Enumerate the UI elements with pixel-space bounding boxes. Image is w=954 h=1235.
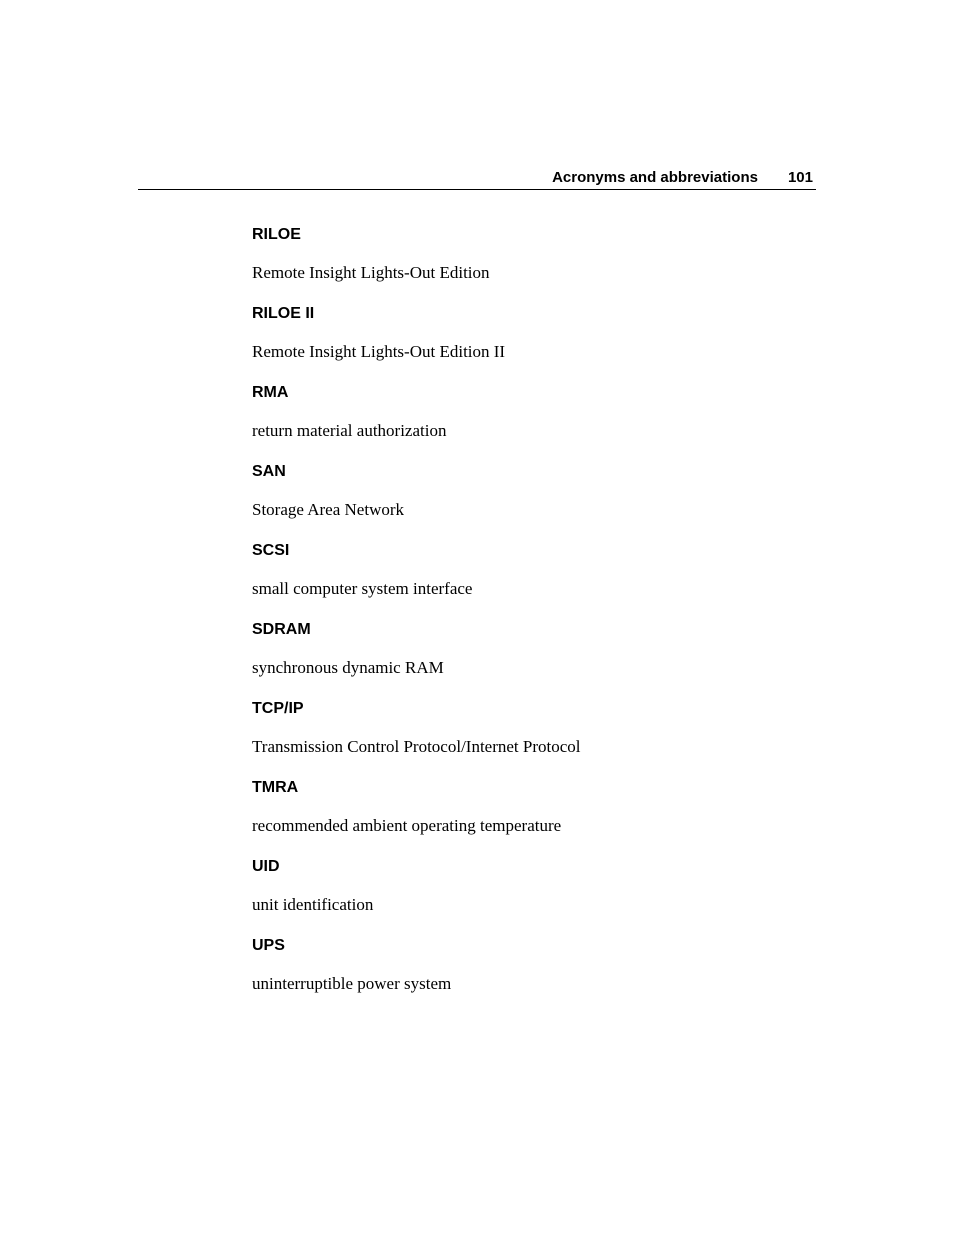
acronym-entry bbox=[252, 540, 812, 619]
acronym-entry bbox=[252, 777, 812, 856]
acronym-definition: synchronous dynamic RAM bbox=[252, 658, 444, 677]
acronym-definition: Remote Insight Lights-Out Edition bbox=[252, 263, 490, 282]
acronym-entry bbox=[252, 619, 812, 698]
page-number: 101 bbox=[787, 169, 813, 186]
acronym-term: RILOE II bbox=[252, 305, 315, 322]
acronym-definition: recommended ambient operating temperature bbox=[252, 816, 562, 835]
acronym-entry bbox=[252, 935, 812, 1014]
acronym-definition: Remote Insight Lights-Out Edition II bbox=[252, 342, 506, 361]
acronym-term: RMA bbox=[252, 384, 289, 401]
acronym-term: UPS bbox=[252, 937, 285, 954]
section-title: Acronyms and abbreviations bbox=[552, 169, 758, 186]
running-header bbox=[138, 168, 816, 190]
acronym-term: RILOE bbox=[252, 226, 301, 243]
acronym-entry bbox=[252, 382, 812, 461]
acronym-definition: uninterruptible power system bbox=[252, 974, 452, 993]
acronym-definition: Transmission Control Protocol/Internet Protocol bbox=[252, 737, 581, 756]
acronym-term: TCP/IP bbox=[252, 700, 304, 717]
acronym-entry bbox=[252, 224, 812, 303]
acronym-definition: unit identification bbox=[252, 895, 374, 914]
acronym-entry bbox=[252, 461, 812, 540]
acronym-term: SAN bbox=[252, 463, 286, 480]
acronym-term: SCSI bbox=[252, 542, 290, 559]
acronym-list bbox=[252, 224, 812, 1014]
acronym-definition: Storage Area Network bbox=[252, 500, 405, 519]
acronym-entry bbox=[252, 698, 812, 777]
acronym-entry bbox=[252, 856, 812, 935]
acronym-definition: return material authorization bbox=[252, 421, 447, 440]
running-header-text bbox=[552, 169, 813, 186]
acronym-entry bbox=[252, 303, 812, 382]
acronym-term: SDRAM bbox=[252, 621, 311, 638]
acronym-term: TMRA bbox=[252, 779, 299, 796]
acronym-term: UID bbox=[252, 858, 280, 875]
acronym-definition: small computer system interface bbox=[252, 579, 473, 598]
